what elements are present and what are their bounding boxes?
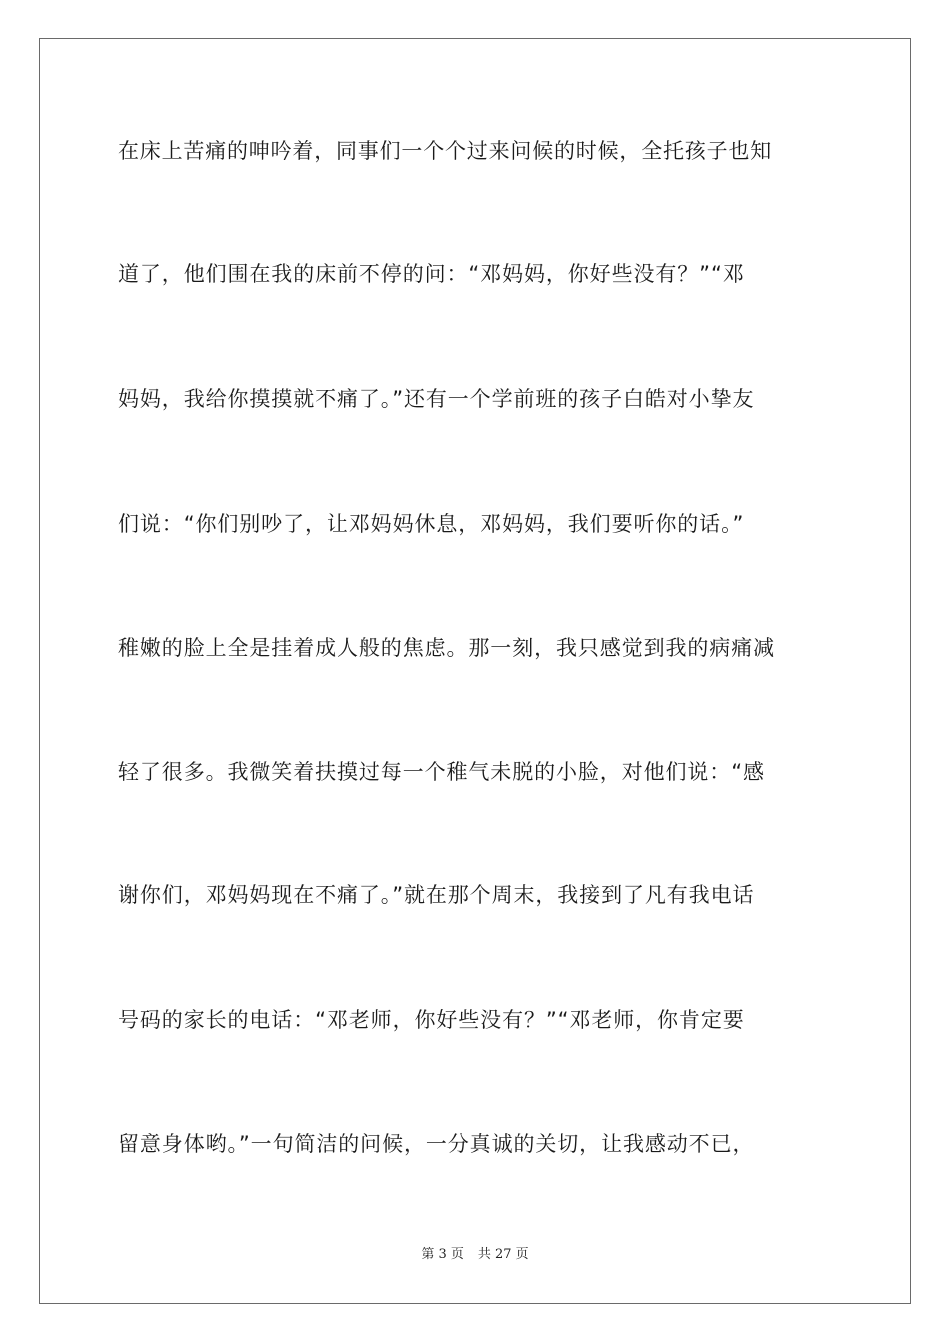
text-line-4: 们说：“你们别吵了，让邓妈妈休息，邓妈妈，我们要听你的话。” [118,512,745,536]
page-footer [0,1246,950,1264]
text-line-2: 道了，他们围在我的床前不停的问：“邓妈妈，你好些没有？”“邓 [118,262,745,286]
text-line-6: 轻了很多。我微笑着扶摸过每一个稚气未脱的小脸，对他们说：“感 [118,760,765,784]
text-line-5: 稚嫩的脸上全是挂着成人般的焦虑。那一刻，我只感觉到我的病痛减 [118,636,775,660]
text-line-1: 在床上苦痛的呻吟着，同事们一个个过来问候的时候，全托孩子也知 [118,139,772,163]
page-number: 第 3 页 [421,1247,464,1262]
text-line-3: 妈妈，我给你摸摸就不痛了。”还有一个学前班的孩子白皓对小挚友 [118,387,755,411]
text-line-8: 号码的家长的电话：“邓老师，你好些没有？”“邓老师，你肯定要 [118,1008,745,1032]
text-line-7: 谢你们，邓妈妈现在不痛了。”就在那个周末，我接到了凡有我电话 [118,883,755,907]
page-border [39,38,911,1304]
text-line-9: 留意身体哟。”一句简洁的问候，一分真诚的关切，让我感动不已， [118,1132,755,1156]
page-total: 共 27 页 [477,1247,529,1262]
